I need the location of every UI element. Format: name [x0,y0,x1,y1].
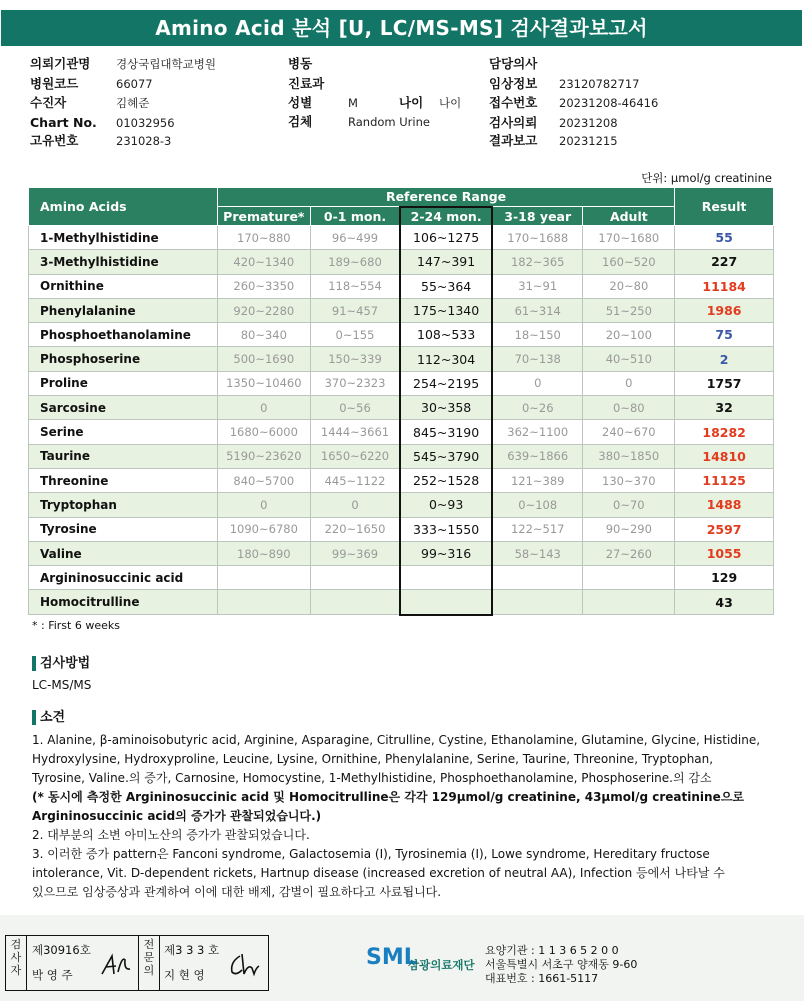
result-cell: 1986 [675,298,774,322]
reference-range-cell [583,590,675,615]
table-row [29,323,774,347]
header-ref-col: 0-1 mon. [310,207,400,226]
header-amino-acids: Amino Acids [29,188,218,226]
signer-role-text: 전문의 [143,938,155,977]
reference-range-cell: 240~670 [583,420,675,444]
table-row [29,566,774,590]
reference-range-cell: 80~340 [217,323,310,347]
reference-range-cell: 31~91 [492,274,583,298]
signer-role-text: 검사자 [10,938,22,977]
amino-acid-name: Sarcosine [29,396,218,420]
result-cell: 43 [675,590,774,615]
result-cell: 1488 [675,493,774,517]
amino-acid-name: Serine [29,420,218,444]
report-title: Amino Acid 분석 [U, LC/MS-MS] 검사결과보고서 [1,10,802,46]
result-cell: 75 [675,323,774,347]
reference-range-cell: 61~314 [492,298,583,322]
signer-role-label [6,936,27,990]
info-label: 접수번호 [489,95,538,110]
result-cell: 2597 [675,517,774,541]
reference-range-cell [583,566,675,590]
findings-line: Argininosuccinic acid의 증가가 관찰되었습니다.) [32,809,322,823]
reference-range-cell: 0~93 [400,493,492,517]
reference-range-cell: 0~108 [492,493,583,517]
reference-range-cell: 0 [217,493,310,517]
info-value: 01032956 [116,116,175,130]
info-value: 나이 [439,96,462,110]
signature-mark [98,950,134,980]
reference-range-cell: 545~3790 [400,444,492,468]
reference-range-cell: 106~1275 [400,226,492,250]
amino-acid-name: Phenylalanine [29,298,218,322]
reference-range-cell: 99~316 [400,541,492,565]
result-cell: 2 [675,347,774,371]
result-cell: 129 [675,566,774,590]
reference-range-cell: 0~80 [583,396,675,420]
info-value: 경상국립대학교병원 [116,57,216,71]
reference-range-cell: 55~364 [400,274,492,298]
info-label: 진료과 [288,76,325,91]
amino-acid-name: Threonine [29,468,218,492]
table-row [29,347,774,371]
method-title: 검사방법 [40,656,91,671]
unit-label: 단위: µmol/g creatinine [641,171,772,185]
info-label: 고유번호 [30,133,79,148]
table-row [29,444,774,468]
findings-line: 3. 이러한 증가 pattern은 Fanconi syndrome, Galactosemia (I), Tyrosinemia (I), Lowe syndrome, Hereditary fructose [32,847,710,861]
table-row [29,298,774,322]
reference-range-cell: 0 [217,396,310,420]
method-section-title [32,652,90,671]
reference-range-cell: 333~1550 [400,517,492,541]
reference-range-cell: 189~680 [310,250,400,274]
reference-range-cell: 108~533 [400,323,492,347]
reference-range-cell: 220~1650 [310,517,400,541]
header-ref-col: 3-18 year [492,207,583,226]
reference-range-cell: 1090~6780 [217,517,310,541]
reference-range-cell: 252~1528 [400,468,492,492]
info-label: 담당의사 [489,56,538,71]
reference-range-cell: 58~143 [492,541,583,565]
organization-name: 삼광의료재단 [408,958,475,972]
amino-acid-name: Phosphoserine [29,347,218,371]
info-value: 20231208 [559,116,618,130]
reference-range-cell: 1680~6000 [217,420,310,444]
amino-acid-name: Proline [29,371,218,395]
reference-range-cell: 112~304 [400,347,492,371]
reference-range-cell: 96~499 [310,226,400,250]
reference-range-cell: 130~370 [583,468,675,492]
organization-phone: 대표번호 : 1661-5117 [485,972,599,985]
info-label: 병동 [288,56,313,71]
reference-range-cell: 420~1340 [217,250,310,274]
reference-range-cell: 175~1340 [400,298,492,322]
reference-range-cell: 91~457 [310,298,400,322]
reference-range-cell: 380~1850 [583,444,675,468]
reference-range-cell: 445~1122 [310,468,400,492]
organization-info [485,944,637,986]
table-row [29,517,774,541]
table-row [29,420,774,444]
reference-range-cell [217,566,310,590]
info-value: 김혜준 [116,96,150,110]
reference-range-cell: 845~3190 [400,420,492,444]
findings-line: intolerance, Vit. D-dependent rickets, Hartnup disease (increased excretion of neutral AA), Infection 등에서 나타날 수 [32,866,725,880]
organization-address: 서울특별시 서초구 양재동 9-60 [485,958,638,971]
reference-range-cell: 254~2195 [400,371,492,395]
reference-range-cell: 180~890 [217,541,310,565]
result-cell: 11125 [675,468,774,492]
reference-range-cell: 0 [310,493,400,517]
info-label: 수진자 [30,95,67,110]
header-ref-col: 2-24 mon. [400,207,492,226]
info-value: 66077 [116,77,153,91]
reference-range-cell: 1444~3661 [310,420,400,444]
reference-range-cell: 30~358 [400,396,492,420]
reference-range-cell [400,566,492,590]
license-number: 제3 3 3 호 [164,943,220,957]
info-label: 나이 [399,95,424,110]
table-row [29,396,774,420]
amino-acid-name: Argininosuccinic acid [29,566,218,590]
reference-range-cell: 0 [583,371,675,395]
info-label: 결과보고 [489,133,538,148]
reference-range-cell: 150~339 [310,347,400,371]
signer-name: 지 현 영 [164,968,205,982]
result-cell: 14810 [675,444,774,468]
method-text: LC-MS/MS [32,678,92,692]
header-reference-range: Reference Range [217,188,674,207]
findings-title: 소견 [40,710,66,725]
result-cell: 18282 [675,420,774,444]
amino-acid-name: 1-Methylhistidine [29,226,218,250]
reference-range-cell: 27~260 [583,541,675,565]
reference-range-cell: 70~138 [492,347,583,371]
table-row [29,226,774,250]
reference-range-cell [400,590,492,615]
reference-range-cell: 1650~6220 [310,444,400,468]
reference-range-cell: 0~155 [310,323,400,347]
reference-range-cell: 121~389 [492,468,583,492]
reference-range-cell: 370~2323 [310,371,400,395]
signature-box [5,935,269,991]
table-row [29,250,774,274]
reference-range-cell: 170~1680 [583,226,675,250]
result-cell: 55 [675,226,774,250]
header-ref-col: Adult [583,207,675,226]
amino-acid-name: Ornithine [29,274,218,298]
amino-acid-name: Homocitrulline [29,590,218,615]
section-marker [32,656,36,671]
findings-text [32,731,777,902]
reference-range-cell: 0 [492,371,583,395]
table-row [29,590,774,615]
reference-range-cell: 170~880 [217,226,310,250]
footnote: * : First 6 weeks [32,619,120,632]
reference-range-cell: 182~365 [492,250,583,274]
amino-acid-table [28,187,774,616]
reference-range-cell [310,590,400,615]
table-row [29,468,774,492]
findings-line: Tyrosine, Valine.의 증가, Carnosine, Homocystine, 1-Methylhistidine, Phosphoethanolamine, Phosphoserine.의 감소 [32,771,712,785]
info-label: 성별 [288,95,313,110]
reference-range-cell: 99~369 [310,541,400,565]
info-label: 임상정보 [489,76,538,91]
reference-range-cell: 118~554 [310,274,400,298]
info-label: Chart No. [30,115,97,130]
table-row [29,371,774,395]
reference-range-cell: 0~70 [583,493,675,517]
findings-line: 1. Alanine, β-aminoisobutyric acid, Arginine, Asparagine, Citrulline, Cystine, Ethanolamine, Glutamine, Glycine, Histidine, [32,733,761,747]
info-label: 검체 [288,114,313,129]
reference-range-cell: 40~510 [583,347,675,371]
findings-line: Hydroxylysine, Hydroxyproline, Leucine, Lysine, Ornithine, Phenylalanine, Serine, Taurine, Threonine, Tryptophan, [32,752,714,766]
result-cell: 32 [675,396,774,420]
reference-range-cell: 20~80 [583,274,675,298]
reference-range-cell: 160~520 [583,250,675,274]
result-cell: 1055 [675,541,774,565]
reference-range-cell: 147~391 [400,250,492,274]
reference-range-cell [492,566,583,590]
reference-range-cell [310,566,400,590]
result-cell: 1757 [675,371,774,395]
info-value: 23120782717 [559,77,640,91]
signer-name: 박 영 주 [32,968,73,982]
signer-role-label [138,936,160,990]
reference-range-cell: 122~517 [492,517,583,541]
reference-range-cell: 500~1690 [217,347,310,371]
info-value: 20231208-46416 [559,96,659,110]
findings-line: 있으므로 임상증상과 관계하여 이에 대한 배제, 감별이 필요하다고 사료됩니다. [32,885,442,899]
reference-range-cell: 170~1688 [492,226,583,250]
result-cell: 11184 [675,274,774,298]
signature-mark [226,950,262,980]
reference-range-cell: 0~26 [492,396,583,420]
reference-range-cell: 18~150 [492,323,583,347]
header-ref-col: Premature* [217,207,310,226]
reference-range-cell: 920~2280 [217,298,310,322]
findings-line: (* 동시에 측정한 Argininosuccinic acid 및 Homocitrulline은 각각 129µmol/g creatinine, 43µmol/g creatinine으로 [32,790,744,804]
reference-range-cell [492,590,583,615]
reference-range-cell: 1350~10460 [217,371,310,395]
section-marker [32,710,36,725]
reference-range-cell [217,590,310,615]
info-value: Random Urine [348,115,430,129]
table-row [29,493,774,517]
findings-line: 2. 대부분의 소변 아미노산의 증가가 관찰되었습니다. [32,828,310,842]
reference-range-cell: 0~56 [310,396,400,420]
amino-acid-name: Tyrosine [29,517,218,541]
info-label: 의뢰기관명 [30,56,91,71]
reference-range-cell: 639~1866 [492,444,583,468]
result-cell: 227 [675,250,774,274]
findings-section-title [32,706,65,725]
info-label: 병원코드 [30,76,79,91]
reference-range-cell: 840~5700 [217,468,310,492]
info-label: 검사의뢰 [489,115,538,130]
reference-range-cell: 5190~23620 [217,444,310,468]
reference-range-cell: 51~250 [583,298,675,322]
table-row [29,274,774,298]
header-result: Result [675,188,774,226]
reference-range-cell: 20~100 [583,323,675,347]
amino-acid-name: Valine [29,541,218,565]
reference-range-cell: 90~290 [583,517,675,541]
info-value: 20231215 [559,134,618,148]
license-number: 제30916호 [32,943,91,957]
amino-acid-name: Phosphoethanolamine [29,323,218,347]
amino-acid-name: Taurine [29,444,218,468]
info-value: 231028-3 [116,134,172,148]
reference-range-cell: 362~1100 [492,420,583,444]
info-value: M [348,96,358,110]
institution-code: 요양기관 : 1 1 3 6 5 2 0 0 [485,944,619,957]
sml-logo: SML [366,945,418,970]
table-row [29,541,774,565]
amino-acid-name: 3-Methylhistidine [29,250,218,274]
amino-acid-name: Tryptophan [29,493,218,517]
reference-range-cell: 260~3350 [217,274,310,298]
